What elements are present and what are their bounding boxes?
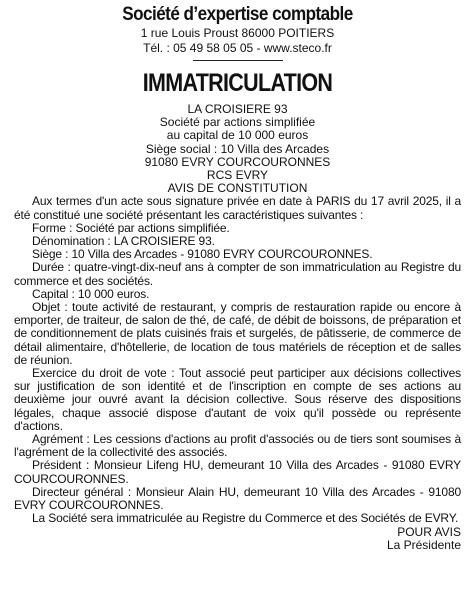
firm-name: Société d’expertise comptable bbox=[122, 4, 353, 25]
paragraph-president: Président : Monsieur Lifeng HU, demeurant 10 Villa des Arcades - 91080 EVRY COURCOURONNES. bbox=[14, 458, 461, 486]
signature-pour-avis: POUR AVIS bbox=[397, 524, 461, 539]
company-rcs: RCS EVRY bbox=[206, 168, 269, 183]
signature-role: La Présidente bbox=[386, 537, 461, 552]
notice-title: IMMATRICULATION bbox=[142, 69, 333, 97]
company-city: 91080 EVRY COURCOURONNES bbox=[144, 154, 331, 169]
notice-body bbox=[14, 195, 461, 525]
paragraph-seat: Siège : 10 Villa des Arcades - 91080 EVRY COURCOURONNES. bbox=[32, 247, 373, 262]
paragraph-purpose: Objet : toute activité de restaurant, y compris de restauration rapide ou encore à emporter, de traiteur, de salon de thé, de café, de débit de boissons, de préparation et de conditionnement de plats cuisinés frais et surgelés, de pâtisserie, de commerce de détail alimentaire, d'hôtellerie, de location de tous matériels de réception et de salles de réunion. bbox=[14, 300, 461, 367]
company-form: Société par actions simplifiée bbox=[159, 115, 316, 130]
paragraph-registration: La Société sera immatriculée au Registre du Commerce et des Sociétés de EVRY. bbox=[32, 511, 459, 526]
company-seat: Siège social : 10 Villa des Arcades bbox=[145, 141, 330, 156]
paragraph-duration: Durée : quatre-vingt-dix-neuf ans à compter de son immatriculation au Registre du commerce et des sociétés. bbox=[14, 260, 461, 288]
paragraph-form: Forme : Société par actions simplifiée. bbox=[32, 220, 230, 235]
company-name: LA CROISIERE 93 bbox=[187, 102, 288, 116]
paragraph-approval: Agrément : Les cessions d'actions au profit d'associés ou de tiers sont soumises à l'agrément de la collectivité des associés. bbox=[14, 432, 461, 460]
paragraph-capital: Capital : 10 000 euros. bbox=[32, 286, 150, 301]
company-capital: au capital de 10 000 euros bbox=[166, 128, 309, 143]
paragraph-denomination: Dénomination : LA CROISIERE 93. bbox=[32, 234, 215, 249]
firm-address: 1 rue Louis Proust 86000 POITIERS bbox=[140, 26, 335, 40]
notice-subtitle: AVIS DE CONSTITUTION bbox=[167, 181, 308, 196]
paragraph-general-director: Directeur général : Monsieur Alain HU, demeurant 10 Villa des Arcades - 91080 EVRY COURCOURONNES. bbox=[14, 484, 461, 513]
paragraph-intro: Aux termes d'un acte sous signature privée en date à PARIS du 17 avril 2025, il a été constitué une société présentant les caractéristiques suivantes : bbox=[14, 194, 461, 222]
signature-block bbox=[14, 526, 461, 552]
firm-contact: Tél. : 05 49 58 05 05 - www.steco.fr bbox=[143, 41, 332, 55]
paragraph-voting: Exercice du droit de vote : Tout associé peut participer aux décisions collectives sur justification de son identité et de l'inscription en compte de ses actions au deuxième jour ouvré avant la décision collective. Sous réserve des dispositions légales, chaque associé dispose d'autant de voix qu'il possède ou représente d'actions. bbox=[14, 366, 461, 433]
divider bbox=[193, 60, 283, 61]
company-block bbox=[14, 103, 461, 195]
